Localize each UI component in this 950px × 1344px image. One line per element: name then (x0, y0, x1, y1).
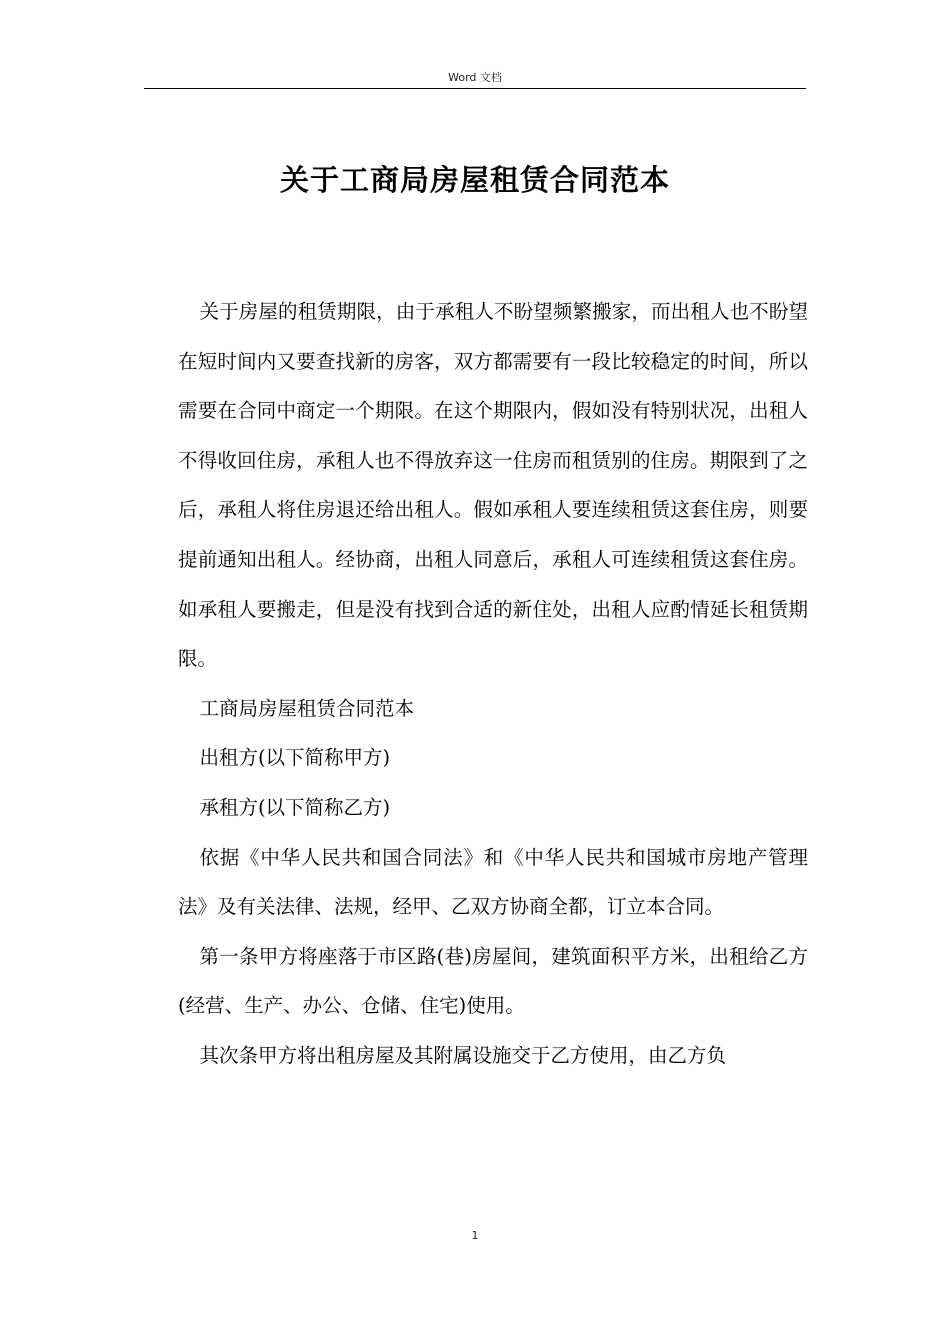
paragraph-lease-term: 关于房屋的租赁期限，由于承租人不盼望频繁搬家，而出租人也不盼望在短时间内又要查找新的房客，双方都需要有一段比较稳定的时间，所以需要在合同中商定一个期限。在这个期限内，假如没有特别状况，出租人不得收回住房，承租人也不得放弃这一住房而租赁别的住房。期限到了之后，承租人将住房退还给出租人。假如承租人要连续租赁这套住房，则要提前通知出租人。经协商，出租人同意后，承租人可连续租赁这套住房。如承租人要搬走，但是没有找到合适的新住处，出租人应酌情延长租赁期限。 (178, 300, 808, 671)
paragraph-lessor: 出租方(以下简称甲方) (199, 746, 391, 770)
document-body (178, 287, 808, 1081)
paragraph-contract-heading: 工商局房屋租赁合同范本 (199, 696, 414, 720)
page-header (144, 66, 806, 89)
paragraph-article-1: 第一条甲方将座落于市区路(巷)房屋间，建筑面积平方米，出租给乙方(经营、生产、办公、仓储、住宅)使用。 (178, 944, 808, 1018)
page-number: 1 (471, 1229, 479, 1242)
paragraph-article-2: 其次条甲方将出租房屋及其附属设施交于乙方使用，由乙方负 (199, 1043, 726, 1067)
document-title: 关于工商局房屋租赁合同范本 (279, 163, 670, 197)
header-text: Word 文档 (448, 71, 502, 84)
paragraph-lessee: 承租方(以下简称乙方) (199, 795, 391, 819)
paragraph-legal-basis: 依据《中华人民共和国合同法》和《中华人民共和国城市房地产管理法》及有关法律、法规，经甲、乙双方协商全都，订立本合同。 (178, 845, 808, 919)
